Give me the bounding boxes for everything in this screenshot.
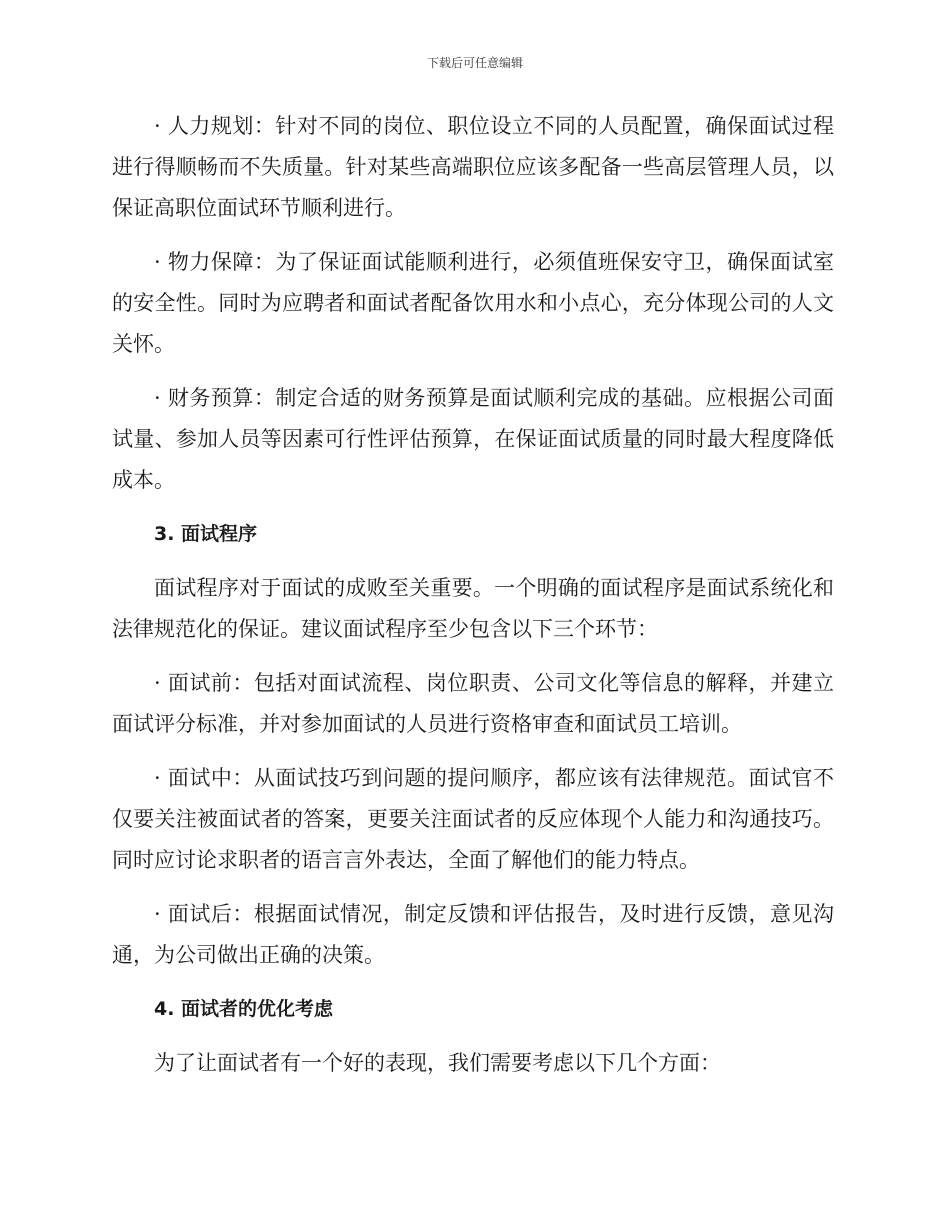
paragraph-procedure-intro: 面试程序对于面试的成败至关重要。一个明确的面试程序是面试系统化和法律规范化的保证。建议面试程序至少包含以下三个环节： <box>112 576 834 641</box>
paragraph-financial-budget: · 财务预算：制定合适的财务预算是面试顺利完成的基础。应根据公司面试量、参加人员等因素可行性评估预算，在保证面试质量的同时最大程度降低成本。 <box>112 386 834 492</box>
section-heading-interviewee-optimization: 4. 面试者的优化考虑 <box>154 998 334 1020</box>
paragraph-after-interview: · 面试后：根据面试情况，制定反馈和评估报告，及时进行反馈，意见沟通，为公司做出正确的决策。 <box>112 902 834 967</box>
paragraph-before-interview: · 面试前：包括对面试流程、岗位职责、公司文化等信息的解释，并建立面试评分标准，并对参加面试的人员进行资格审查和面试员工培训。 <box>112 671 834 736</box>
paragraph-manpower-planning: · 人力规划：针对不同的岗位、职位设立不同的人员配置，确保面试过程进行得顺畅而不失质量。针对某些高端职位应该多配备一些高层管理人员，以保证高职位面试环节顺利进行。 <box>112 114 834 220</box>
page-header: 下载后可任意编辑 <box>426 56 523 70</box>
document-body <box>112 106 834 1097</box>
paragraph-material-support: · 物力保障：为了保证面试能顺利进行，必须值班保安守卫，确保面试室的安全性。同时为应聘者和面试者配备饮用水和小点心，充分体现公司的人文关怀。 <box>112 250 834 356</box>
section-heading-interview-procedure: 3. 面试程序 <box>154 523 258 545</box>
paragraph-optimization-intro: 为了让面试者有一个好的表现，我们需要考虑以下几个方面： <box>154 1051 721 1075</box>
paragraph-during-interview: · 面试中：从面试技巧到问题的提问顺序，都应该有法律规范。面试官不仅要关注被面试者的答案，更要关注面试者的反应体现个人能力和沟通技巧。同时应讨论求职者的语言言外表达，全面了解他们的能力特点。 <box>112 766 834 872</box>
